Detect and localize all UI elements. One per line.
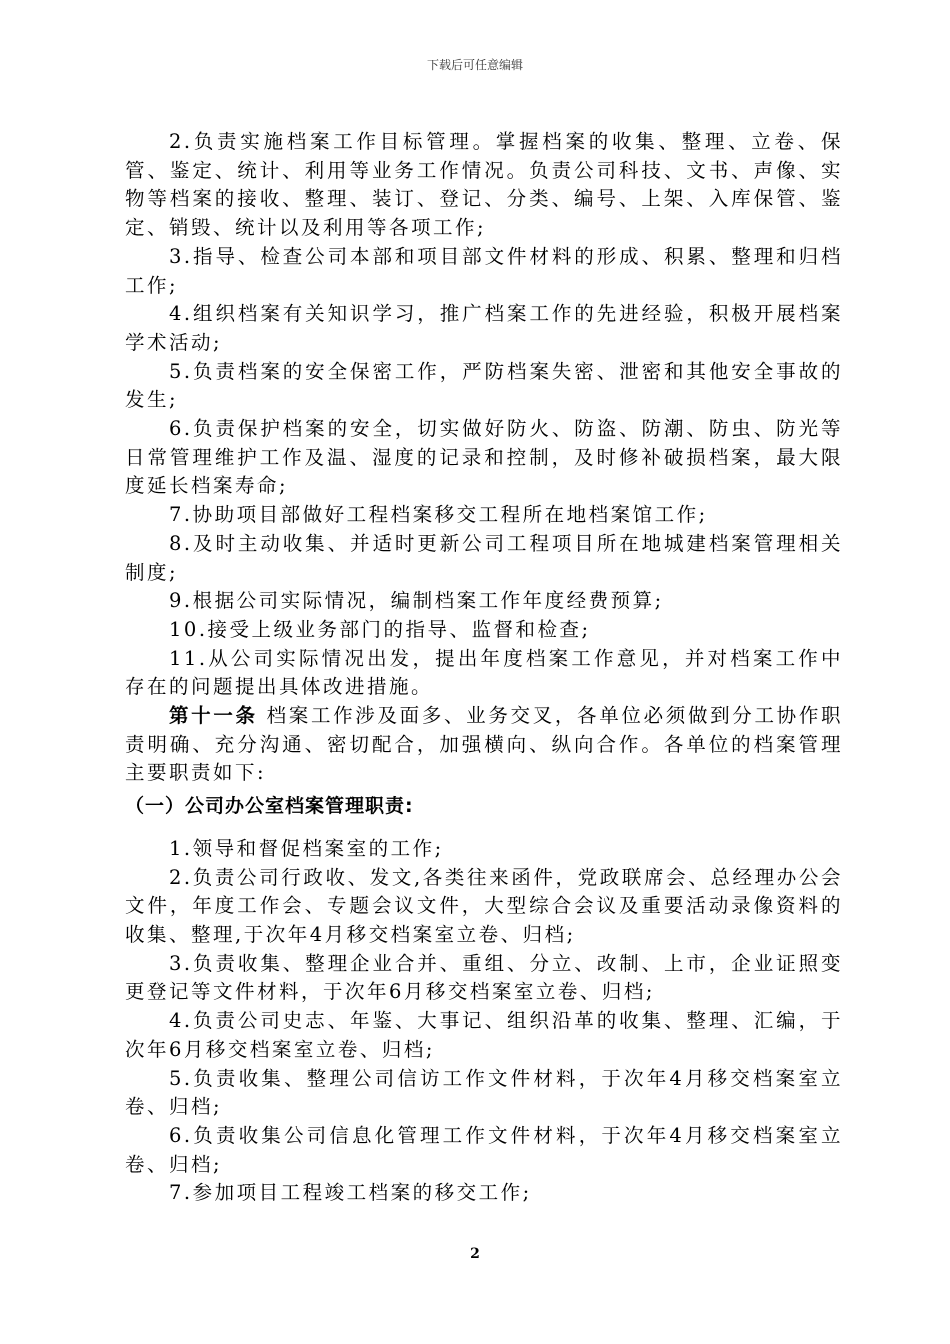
list-item: 5.负责收集、整理公司信访工作文件材料，于次年4月移交档案室立卷、归档; [125, 1066, 843, 1119]
list-item: 4.组织档案有关知识学习，推广档案工作的先进经验，积极开展档案学术活动; [125, 302, 843, 354]
list-item: 7.参加项目工程竣工档案的移交工作; [169, 1181, 532, 1205]
list-item: 6.负责保护档案的安全，切实做好防火、防盗、防潮、防虫、防光等日常管理维护工作及温、湿度的记录和控制，及时修补破损档案，最大限度延长档案寿命; [125, 417, 843, 498]
page-number: 2 [470, 1246, 480, 1262]
list-item: 1.领导和督促档案室的工作; [169, 836, 444, 860]
list-item: 2.负责公司行政收、发文,各类往来函件，党政联席会、总经理办公会文件，年度工作会、专题会议文件，大型综合会议及重要活动录像资料的收集、整理,于次年4月移交档案室立卷、归档; [125, 865, 843, 946]
list-item: 5.负责档案的安全保密工作，严防档案失密、泄密和其他安全事故的发生; [125, 359, 843, 412]
list-item: 4.负责公司史志、年鉴、大事记、组织沿革的收集、整理、汇编，于次年6月移交档案室立卷、归档; [125, 1009, 843, 1061]
list-item: 3.负责收集、整理企业合并、重组、分立、改制、上市，企业证照变更登记等文件材料，于次年6月移交档案室立卷、归档; [125, 951, 843, 1004]
article-number: 第十一条 [169, 704, 258, 728]
section-heading: （一）公司办公室档案管理职责: [125, 795, 414, 818]
list-item: 6.负责收集公司信息化管理工作文件材料，于次年4月移交档案室立卷、归档; [125, 1123, 843, 1176]
list-item: 9.根据公司实际情况，编制档案工作年度经费预算; [169, 589, 664, 613]
list-item: 11.从公司实际情况出发，提出年度档案工作意见，并对档案工作中存在的问题提出具体改进措施。 [125, 646, 843, 699]
article-text: 档案工作涉及面多、业务交叉，各单位必须做到分工协作职责明确、充分沟通、密切配合，加强横向、纵向合作。各单位的档案管理主要职责如下: [125, 704, 843, 785]
page-header-note: 下载后可任意编辑 [426, 58, 523, 72]
list-item: 8.及时主动收集、并适时更新公司工程项目所在地城建档案管理相关制度; [125, 531, 843, 584]
list-item: 7.协助项目部做好工程档案移交工程所在地档案馆工作; [169, 503, 708, 527]
list-item: 3.指导、检查公司本部和项目部文件材料的形成、积累、整理和归档工作; [125, 244, 843, 297]
document-body [125, 128, 843, 1208]
article-paragraph [125, 702, 843, 788]
list-item: 2.负责实施档案工作目标管理。掌握档案的收集、整理、立卷、保管、鉴定、统计、利用等业务工作情况。负责公司科技、文书、声像、实物等档案的接收、整理、装订、登记、分类、编号、上架、入库保管、鉴定、销毁、统计以及利用等各项工作; [125, 130, 843, 240]
list-item: 10.接受上级业务部门的指导、监督和检查; [169, 617, 591, 641]
